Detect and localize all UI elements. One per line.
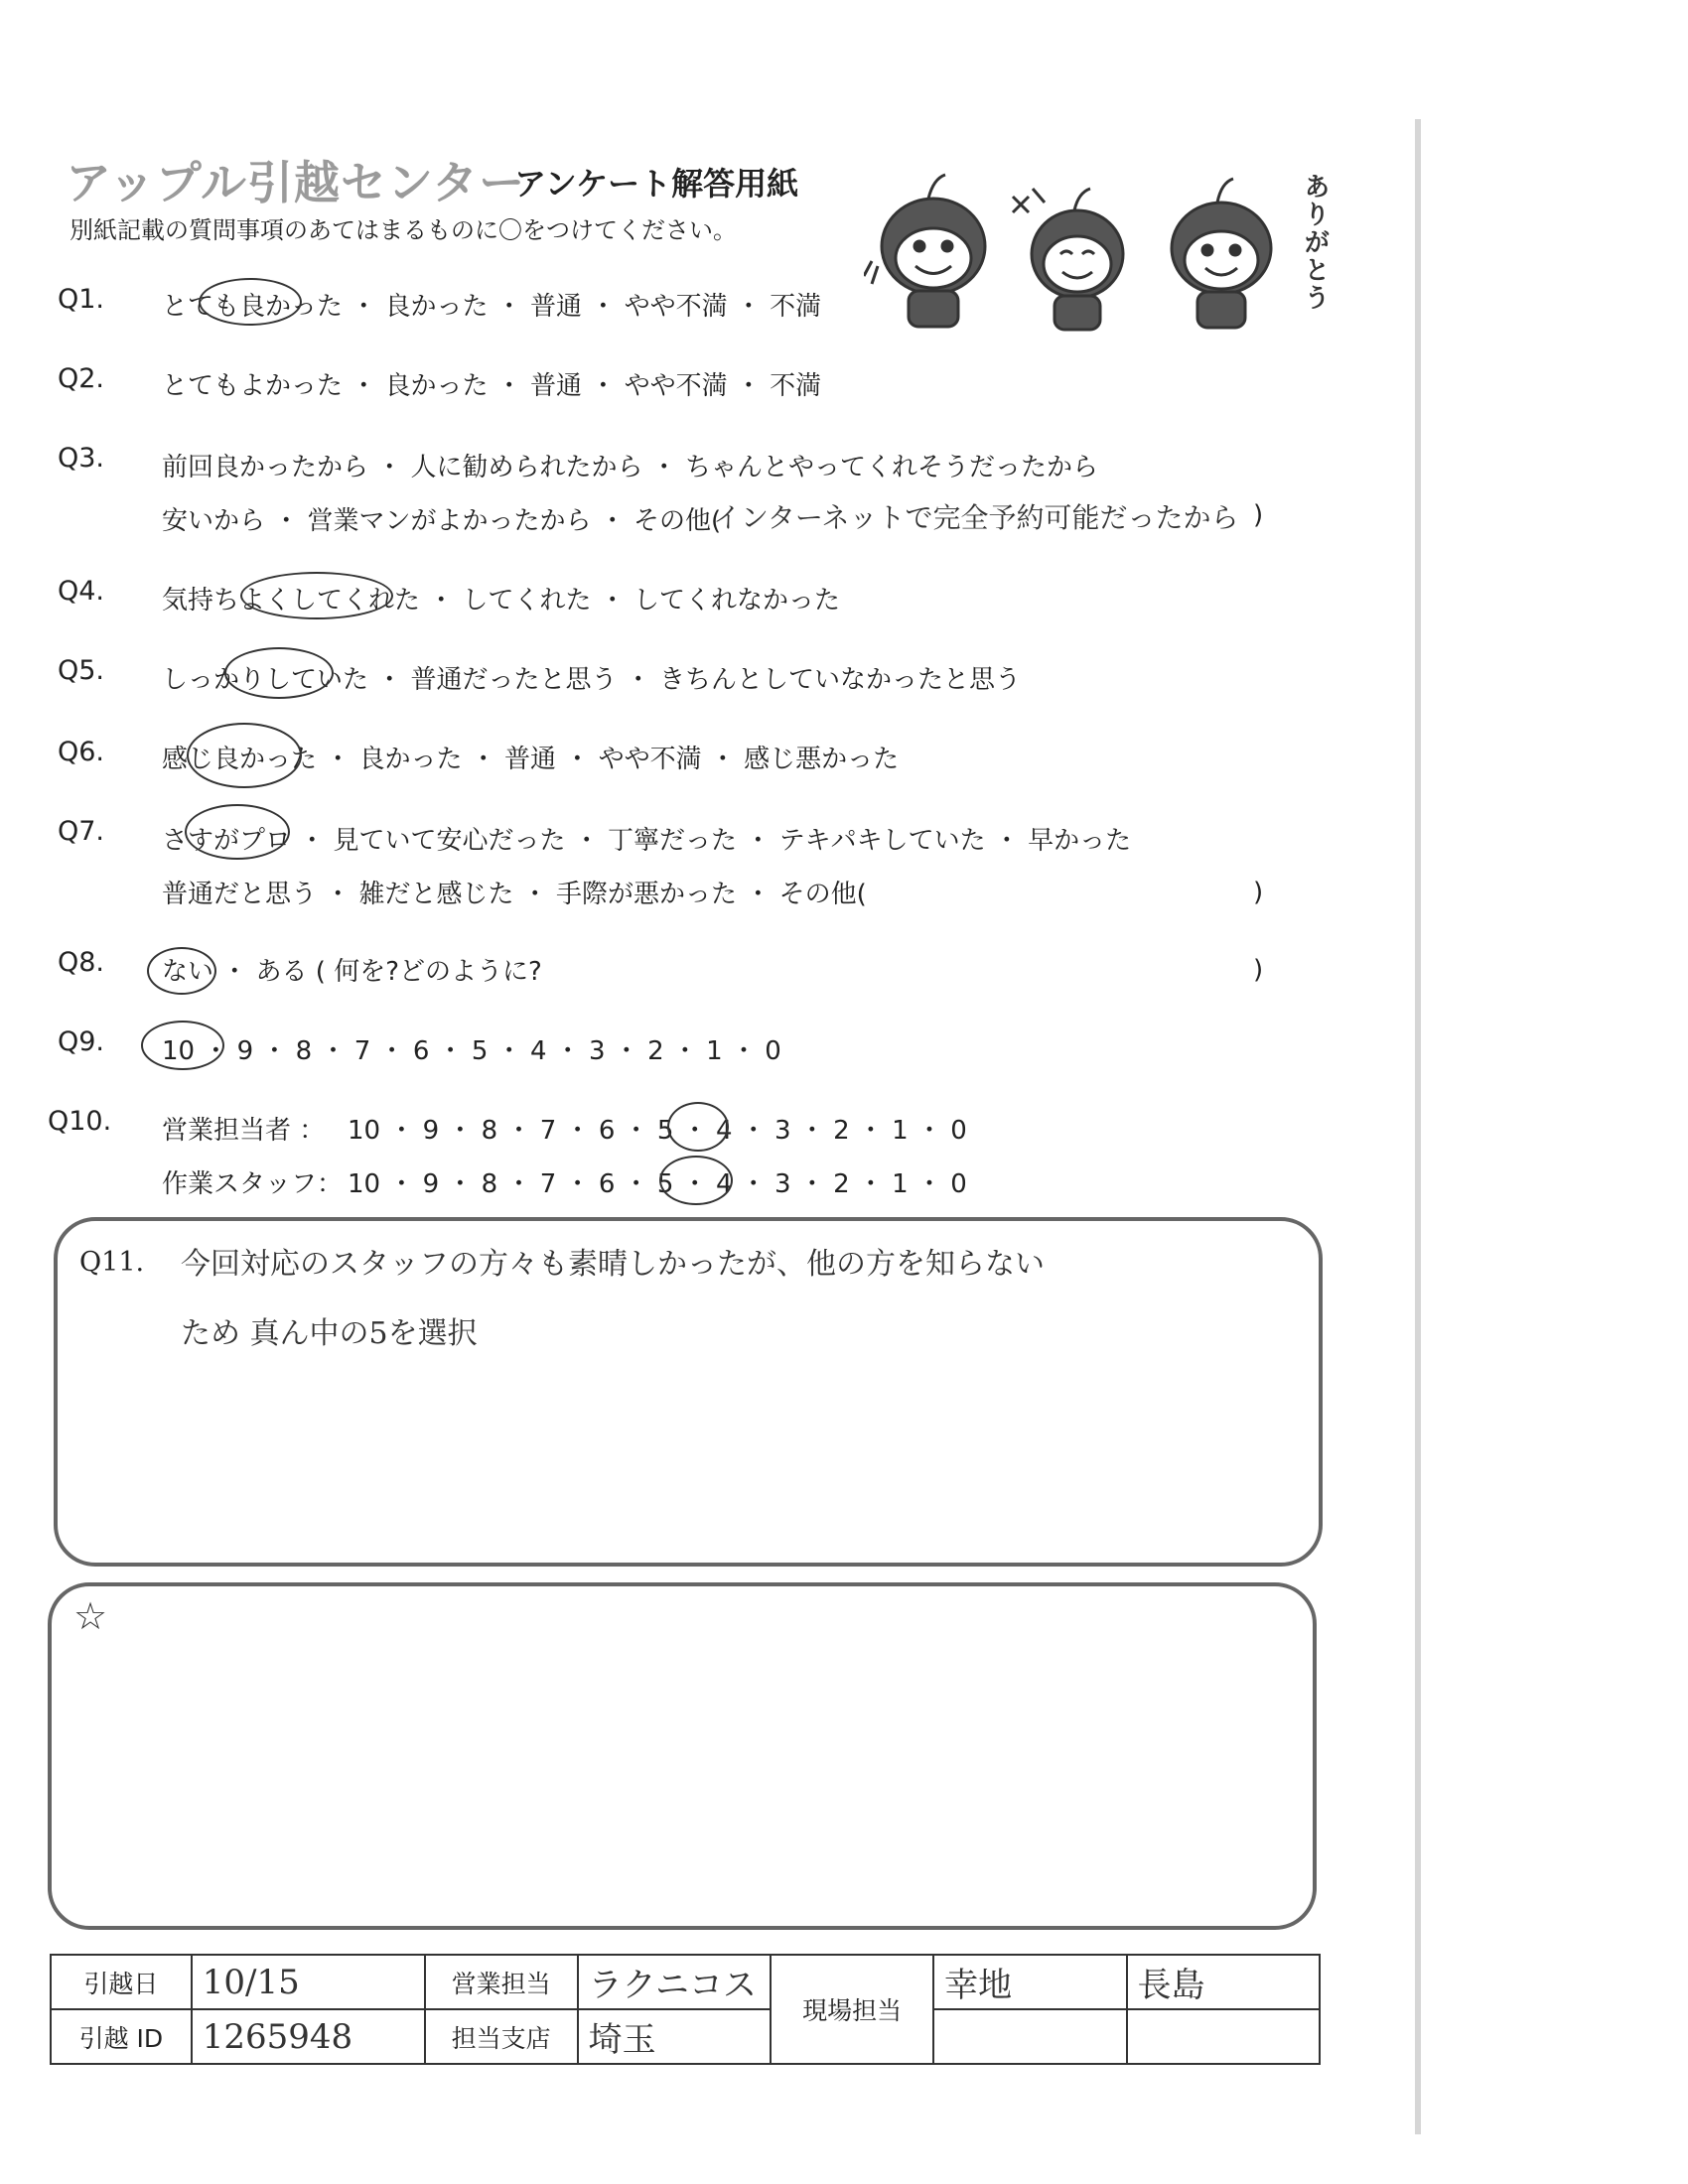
q1-answer-circle bbox=[199, 278, 302, 326]
move-info-table bbox=[50, 1954, 1321, 2065]
branch-label: 担当支店 bbox=[425, 2009, 578, 2064]
q10-staff-answer-circle bbox=[659, 1156, 733, 1205]
q5-options: しっかりしていた ・ 普通だったと思う ・ きちんとしていなかったと思う bbox=[162, 665, 1022, 695]
q4-number: Q4. bbox=[58, 576, 105, 607]
q10-staff-label: 作業スタッフ： bbox=[162, 1169, 344, 1199]
form-title: アンケート解答用紙 bbox=[514, 165, 799, 203]
site-staff-2: 長島 bbox=[1127, 1955, 1320, 2009]
q6-answer-circle bbox=[187, 723, 302, 788]
q5-number: Q5. bbox=[58, 655, 105, 686]
q11-comment-line1: 今回対応のスタッフの方々も素晴しかったが、他の方を知らない bbox=[181, 1247, 1045, 1282]
branch-value: 埼玉 bbox=[578, 2009, 771, 2064]
q8-options: ない ・ ある ( 何を?どのように? bbox=[162, 957, 542, 987]
q2-number: Q2. bbox=[58, 363, 105, 394]
q1-number: Q1. bbox=[58, 284, 105, 315]
star-mark: ☆ bbox=[73, 1594, 108, 1638]
q3-close-paren: ) bbox=[1253, 500, 1264, 530]
sales-value: ラクニコス bbox=[578, 1955, 771, 2009]
q3-other-answer: インターネットで完全予約可能だったから bbox=[713, 501, 1239, 534]
site-staff-label: 現場担当 bbox=[771, 1955, 933, 2064]
q2-options: とてもよかった ・ 良かった ・ 普通 ・ やや不満 ・ 不満 bbox=[162, 371, 822, 401]
q3-options-line1: 前回良かったから ・ 人に勧められたから ・ ちゃんとやってくれそうだったから bbox=[162, 453, 1099, 482]
q7-close-paren: ) bbox=[1253, 878, 1264, 907]
q11-comment-line2: ため 真ん中の5を選択 bbox=[181, 1316, 478, 1351]
q10-staff-scale: 10 ・ 9 ・ 8 ・ 7 ・ 6 ・ 5 ・ 4 ・ 3 ・ 2 ・ 1 ・ 0 bbox=[348, 1169, 967, 1199]
q1-options: とても良かった ・ 良かった ・ 普通 ・ やや不満 ・ 不満 bbox=[162, 292, 822, 322]
q9-answer-circle bbox=[141, 1021, 224, 1070]
sales-label: 営業担当 bbox=[425, 1955, 578, 2009]
q10-number: Q10. bbox=[48, 1106, 112, 1137]
mascot-middle-icon bbox=[1013, 189, 1123, 330]
mascot-right-icon bbox=[1172, 179, 1271, 328]
move-id-value: 1265948 bbox=[192, 2009, 425, 2064]
company-logo: アップル引越センター bbox=[66, 156, 526, 209]
q10-sales-scale: 10 ・ 9 ・ 8 ・ 7 ・ 6 ・ 5 ・ 4 ・ 3 ・ 2 ・ 1 ・ 0 bbox=[348, 1116, 967, 1146]
q10-sales-answer-circle bbox=[667, 1102, 729, 1152]
site-staff-empty-2 bbox=[1127, 2009, 1320, 2064]
scan-edge bbox=[1415, 119, 1421, 2134]
q7-number: Q7. bbox=[58, 816, 105, 847]
q7-answer-circle bbox=[185, 804, 290, 860]
q10-sales-label: 営業担当者 ： bbox=[162, 1116, 326, 1146]
q7-options-line2: 普通だと思う ・ 雑だと感じた ・ 手際が悪かった ・ その他( bbox=[162, 880, 867, 909]
move-date-label: 引越日 bbox=[51, 1955, 192, 2009]
q3-options-line2: 安いから ・ 営業マンがよかったから ・ その他( bbox=[162, 506, 722, 536]
q4-options: 気持ちよくしてくれた ・ してくれた ・ してくれなかった bbox=[162, 586, 841, 615]
site-staff-1: 幸地 bbox=[933, 1955, 1126, 2009]
q8-answer-circle bbox=[147, 947, 216, 995]
q9-number: Q9. bbox=[58, 1026, 105, 1057]
q6-number: Q6. bbox=[58, 737, 105, 767]
q8-close-paren: ) bbox=[1253, 955, 1264, 985]
q11-number: Q11. bbox=[79, 1247, 145, 1278]
q5-answer-circle bbox=[224, 647, 334, 699]
move-date-value: 10/15 bbox=[192, 1955, 425, 2009]
instructions: 別紙記載の質問事項のあてはまるものに〇をつけてください。 bbox=[70, 216, 737, 244]
mascot-illustrations bbox=[864, 167, 1301, 336]
move-id-label: 引越 ID bbox=[51, 2009, 192, 2064]
site-staff-empty-1 bbox=[933, 2009, 1126, 2064]
q7-options-line1: さすがプロ ・ 見ていて安心だった ・ 丁寧だった ・ テキパキしていた ・ 早かった bbox=[162, 826, 1132, 856]
free-comment-box bbox=[48, 1582, 1317, 1930]
q8-number: Q8. bbox=[58, 947, 105, 978]
q6-options: 感じ良かった ・ 良かった ・ 普通 ・ やや不満 ・ 感じ悪かった bbox=[162, 745, 900, 774]
q9-scale: 10 ・ 9 ・ 8 ・ 7 ・ 6 ・ 5 ・ 4 ・ 3 ・ 2 ・ 1 ・ 0 bbox=[162, 1036, 781, 1066]
mascot-left-icon bbox=[864, 175, 985, 327]
q3-number: Q3. bbox=[58, 443, 105, 474]
thanks-text: ありがとう bbox=[1300, 173, 1330, 312]
q4-answer-circle bbox=[240, 572, 393, 619]
